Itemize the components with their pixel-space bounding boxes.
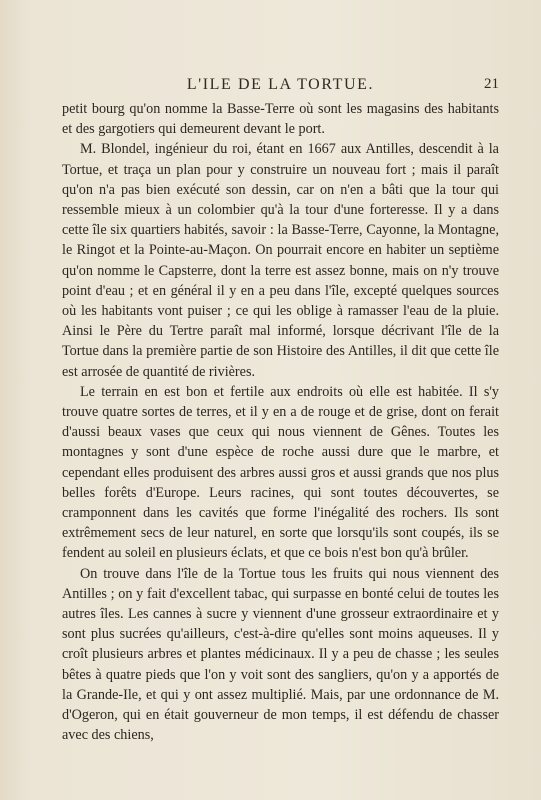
running-title: L'ILE DE LA TORTUE.	[186, 76, 375, 93]
page-number: 21	[484, 76, 499, 92]
body-text	[62, 99, 499, 746]
paragraph: petit bourg qu'on nomme la Basse-Terre où sont les magasins des habitants et des gargotiers qui demeurent devant le port.	[62, 101, 499, 138]
paragraph: Le terrain en est bon et fertile aux endroits où elle est habitée. Il s'y trouve quatre sortes de terres, et il y en a de rouge et de grise, dont on ferait d'aussi beaux vases que ceux qui nous viennent de Gênes. Toutes les montagnes y sont d'une espèce de roche aussi dure que le marbre, et cependant elles produisent des arbres aussi gros et aussi grands que nos plus belles forêts d'Europe. Leurs racines, qui sont toutes découvertes, se cramponnent dans les cavités que forme l'inégalité des rochers. Ils sont extrêmement secs de leur naturel, en sorte que lorsqu'ils sont coupés, ils se fendent au soleil en plusieurs éclats, et que ce bois n'est bon qu'à brûler.	[62, 383, 499, 562]
page-header	[62, 76, 499, 96]
paragraph: M. Blondel, ingénieur du roi, étant en 1667 aux Antilles, descendit à la Tortue, et traça un plan pour y construire un nouveau fort ; mais il paraît qu'on n'a pas bien exécuté son dessin, car on n'en a bâti que la tour qui ressemble mieux à un colombier qu'à la tour d'une forteresse. Il y a dans cette île six quartiers habités, savoir : la Basse-Terre, Cayonne, la Montagne, le Ringot et la Pointe-au-Maçon. On pourrait encore en habiter un septième qu'on nomme le Capsterre, dont la terre est assez bonne, mais on n'y trouve point d'eau ; et en général il y en a peu dans l'île, excepté quelques sources où les habitants vont puiser ; ce qui les oblige à ramasser l'eau de la pluie. Ainsi le Père du Tertre paraît mal informé, lorsque décrivant l'île de la Tortue dans la première partie de son Histoire des Antilles, il dit que cette île est arrosée de quantité de rivières.	[62, 141, 499, 380]
paragraph: On trouve dans l'île de la Tortue tous les fruits qui nous viennent des Antilles ; on y fait d'excellent tabac, qui surpasse en bonté celui de toutes les autres îles. Les cannes à sucre y viennent d'une grosseur extraordinaire et y sont plus sucrées qu'ailleurs, c'est-à-dire qu'elles sont moins aqueuses. Il y croît plusieurs arbres et plantes médicinaux. Il y a peu de chasse ; les seules bêtes à quatre pieds que l'on y voit sont des sangliers, qu'on y a apportés de la Grande-Ile, et qui y ont assez multiplié. Mais, par une ordonnance de M. d'Ogeron, qui en était gouverneur de mon temps, il est défendu de chasser avec des chiens,	[62, 565, 499, 744]
